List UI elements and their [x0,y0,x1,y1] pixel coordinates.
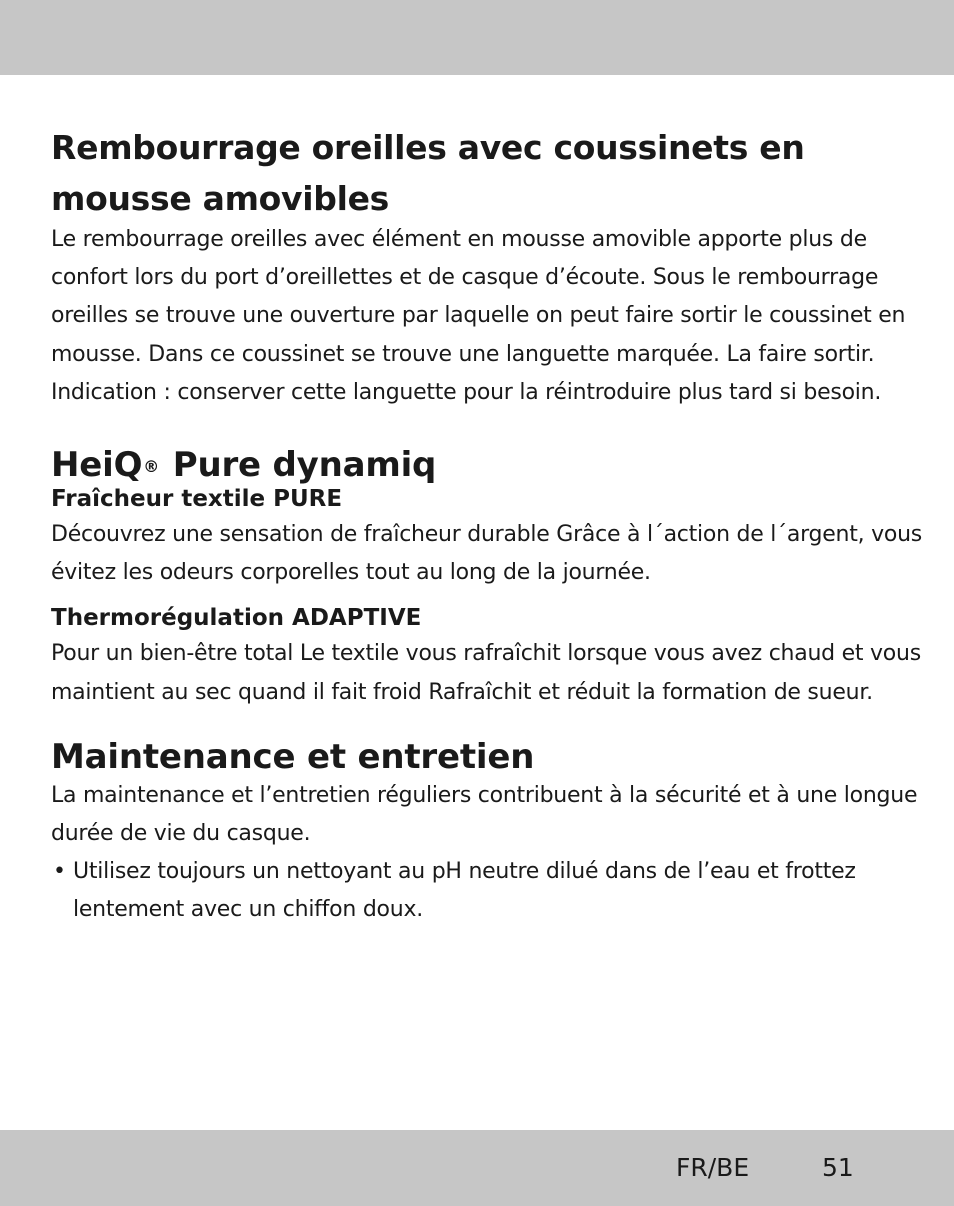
heiq-brand: HeiQ [51,445,143,486]
page-content [51,122,931,930]
subtitle-fraicheur: Fraîcheur textile PURE [51,486,343,513]
header-band [0,0,954,75]
footer-band [0,1130,954,1206]
registered-mark: ® [143,457,160,477]
subtitle-thermoregulation: Thermorégulation ADAPTIVE [51,605,422,632]
thermoregulation-paragraph: Pour un bien-être total Le textile vous rafraîchit lorsque vous avez chaud et vous maintient au sec quand il fait froid Rafraîchit et réduit la formation de sueur. [51,641,921,705]
section-title-rembourrage: Rembourrage oreilles avec coussinets en mousse amovibles [51,128,805,218]
bullet-text: Utilisez toujours un nettoyant au pH neutre dilué dans de l’eau et frottez lentement avec un chiffon doux. [73,859,856,923]
list-item [51,853,931,929]
maintenance-paragraph: La maintenance et l’entretien réguliers contribuent à la sécurité et à une longue durée de vie du casque. [51,782,918,847]
rembourrage-paragraph: Le rembourrage oreilles avec élément en mousse amovible apporte plus de confort lors du port d’oreillettes et de casque d’écoute. Sous le rembourrage oreilles se trouve une ouverture par laquelle on peut faire sortir le coussinet en mousse. Dans ce coussinet se trouve une languette marquée. La faire sortir. Indication : conserver cette languette pour la réintroduire plus tard si besoin. [51,227,906,405]
heiq-title-rest: Pure dynamiq [161,445,437,486]
bullet-icon: • [53,859,66,885]
section-title-maintenance: Maintenance et entretien [51,736,535,777]
fraicheur-paragraph: Découvrez une sensation de fraîcheur durable Grâce à l´action de l´argent, vous évitez les odeurs corporelles tout au long de la journée. [51,522,922,586]
page-number: 51 [822,1153,854,1182]
footer-locale: FR/BE [676,1153,750,1182]
